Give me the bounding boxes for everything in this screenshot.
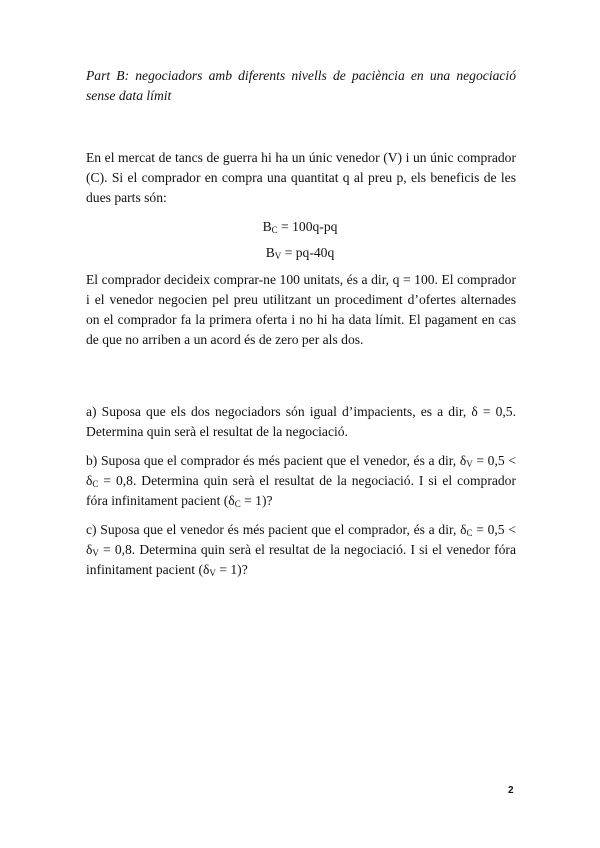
question-b-delta-2-sub: C [92, 479, 99, 489]
page-number: 2 [508, 785, 514, 796]
equation-buyer-benefit [0, 217, 600, 237]
description-paragraph: El comprador decideix comprar-ne 100 unitats, és a dir, q = 100. El comprador i el venedor negocien pel preu utilitzant un procediment d’ofertes alternades on el comprador fa la primera oferta i no hi ha data límit. El pagament en cas de que no arriben a un acord és de zero per als dos. [86, 272, 516, 347]
question-b-mid-1: = 0,5 < [472, 453, 516, 468]
question-c-text: c) Suposa que el venedor és més pacient que el comprador, és a dir, [86, 522, 461, 537]
question-c-end: = 1)? [215, 562, 248, 577]
question-b-delta-2: δ [86, 473, 93, 488]
equation-buyer-lhs: B [262, 219, 272, 234]
question-b-end: = 1)? [240, 493, 273, 508]
question-b-delta-3-sub: C [234, 499, 241, 509]
equation-seller-subscript: V [274, 251, 282, 261]
question-a: a) Suposa que els dos negociadors són igual d’impacients, es a dir, δ = 0,5. Determina quin serà el resultat de la negociació. [86, 404, 516, 439]
question-b-mid-2: = 0,8. Determina quin serà el resultat de la negociació. I si el comprador fóra infinitament pacient ( [86, 473, 516, 508]
question-b-delta-3: δ [228, 493, 235, 508]
question-c-delta-1-sub: C [466, 528, 473, 538]
question-c [86, 520, 516, 580]
question-b-delta-1: δ [459, 453, 467, 468]
question-b-delta-1-sub: V [466, 459, 473, 469]
equation-seller-rhs: = pq-40q [281, 245, 335, 260]
equation-seller-benefit [0, 243, 600, 263]
equation-buyer-subscript: C [271, 225, 278, 235]
equation-seller-lhs: B [265, 245, 275, 260]
intro-paragraph: En el mercat de tancs de guerra hi ha un únic venedor (V) i un únic comprador (C). Si el comprador en compra una quantitat q al preu p, els beneficis de les dues parts són: [86, 150, 516, 205]
section-heading: Part B: negociadors amb diferents nivells de paciència en una negociació sense data límit [86, 68, 516, 103]
question-b [86, 451, 516, 511]
question-c-delta-2: δ [86, 542, 93, 557]
equation-buyer-rhs: = 100q-pq [277, 219, 338, 234]
question-c-delta-1: δ [460, 522, 467, 537]
question-c-mid-1: = 0,5 < [472, 522, 516, 537]
question-c-delta-3-sub: V [209, 568, 216, 578]
question-c-delta-3: δ [203, 562, 210, 577]
question-b-text: b) Suposa que el comprador és més pacient que el venedor, és a dir, [86, 453, 460, 468]
question-c-mid-2: = 0,8. Determina quin serà el resultat de la negociació. I si el venedor fóra infinitament pacient ( [86, 542, 516, 577]
question-c-delta-2-sub: V [92, 548, 99, 558]
